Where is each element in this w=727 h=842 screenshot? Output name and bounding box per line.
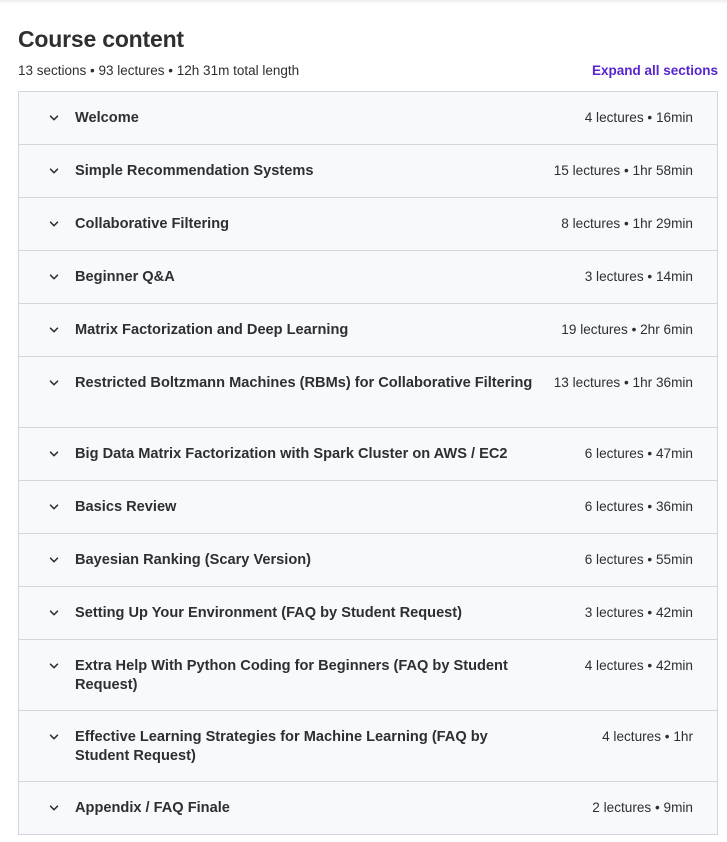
section-title: Effective Learning Strategies for Machine Learning (FAQ by Student Request)	[75, 729, 488, 764]
course-summary-row	[18, 63, 718, 81]
section-title: Bayesian Ranking (Scary Version)	[75, 552, 312, 568]
expand-all-sections-button[interactable]: Expand all sections	[591, 63, 718, 78]
section-row[interactable]	[19, 534, 717, 587]
chevron-down-icon	[48, 607, 60, 619]
section-title: Setting Up Your Environment (FAQ by Student Request)	[75, 605, 463, 621]
section-meta: 3 lectures • 42min	[584, 605, 693, 620]
top-edge-shadow	[0, 0, 727, 4]
section-meta: 4 lectures • 42min	[584, 658, 693, 673]
chevron-down-icon	[48, 218, 60, 230]
section-row[interactable]	[19, 92, 717, 145]
section-meta: 2 lectures • 9min	[592, 800, 693, 815]
section-title: Collaborative Filtering	[75, 216, 230, 232]
section-row[interactable]	[19, 251, 717, 304]
section-meta: 6 lectures • 55min	[584, 552, 693, 567]
section-row[interactable]	[19, 711, 717, 782]
section-meta: 19 lectures • 2hr 6min	[561, 322, 693, 337]
section-row[interactable]	[19, 640, 717, 711]
section-title: Welcome	[75, 110, 139, 126]
sections-list	[18, 91, 718, 835]
section-title: Beginner Q&A	[75, 269, 175, 285]
chevron-down-icon	[48, 731, 60, 743]
course-summary: 13 sections • 93 lectures • 12h 31m total length	[18, 63, 300, 78]
section-meta: 8 lectures • 1hr 29min	[561, 216, 693, 231]
section-title: Big Data Matrix Factorization with Spark Cluster on AWS / EC2	[75, 446, 508, 462]
section-row[interactable]	[19, 357, 717, 428]
section-meta: 13 lectures • 1hr 36min	[553, 375, 693, 390]
section-title: Simple Recommendation Systems	[75, 163, 314, 179]
chevron-down-icon	[48, 165, 60, 177]
section-title: Extra Help With Python Coding for Beginners (FAQ by Student Request)	[75, 658, 508, 693]
chevron-down-icon	[48, 554, 60, 566]
section-title: Restricted Boltzmann Machines (RBMs) for Collaborative Filtering	[75, 375, 533, 391]
chevron-down-icon	[48, 271, 60, 283]
section-meta: 15 lectures • 1hr 58min	[553, 163, 693, 178]
chevron-down-icon	[48, 448, 60, 460]
section-meta: 4 lectures • 16min	[584, 110, 693, 125]
section-row[interactable]	[19, 782, 717, 835]
page-title: Course content	[18, 26, 184, 53]
section-meta: 6 lectures • 47min	[584, 446, 693, 461]
chevron-down-icon	[48, 802, 60, 814]
section-title: Matrix Factorization and Deep Learning	[75, 322, 349, 338]
chevron-down-icon	[48, 112, 60, 124]
chevron-down-icon	[48, 660, 60, 672]
chevron-down-icon	[48, 324, 60, 336]
section-meta: 3 lectures • 14min	[584, 269, 693, 284]
section-row[interactable]	[19, 481, 717, 534]
section-row[interactable]	[19, 428, 717, 481]
section-meta: 4 lectures • 1hr	[602, 729, 693, 744]
section-meta: 6 lectures • 36min	[584, 499, 693, 514]
section-title: Appendix / FAQ Finale	[75, 800, 230, 816]
section-title: Basics Review	[75, 499, 177, 515]
chevron-down-icon	[48, 501, 60, 513]
section-row[interactable]	[19, 587, 717, 640]
section-row[interactable]	[19, 145, 717, 198]
section-row[interactable]	[19, 198, 717, 251]
chevron-down-icon	[48, 377, 60, 389]
section-row[interactable]	[19, 304, 717, 357]
